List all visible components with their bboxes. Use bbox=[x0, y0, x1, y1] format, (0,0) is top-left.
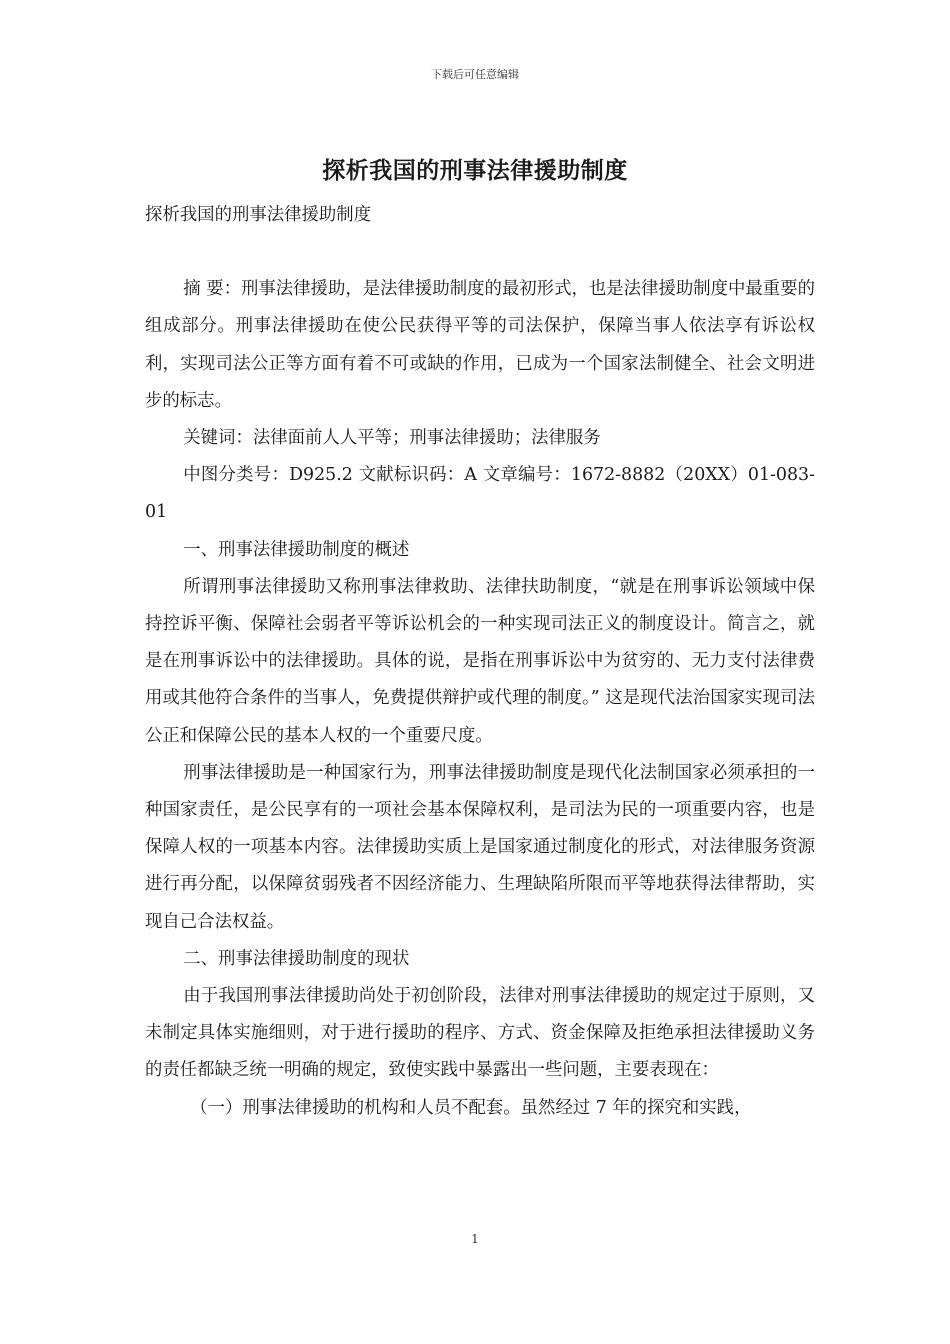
section-heading-2: 二、刑事法律援助制度的现状 bbox=[183, 948, 410, 969]
document-subtitle: 探析我国的刑事法律援助制度 bbox=[145, 205, 372, 225]
document-body bbox=[145, 197, 815, 1127]
body-paragraph: 所谓刑事法律援助又称刑事法律救助、法律扶助制度，“就是在刑事诉讼领域中保持控诉平衡、保障社会弱者平等诉讼机会的一种实现司法正义的制度设计。简言之，就是在刑事诉讼中的法律援助。具体的说，是指在刑事诉讼中为贫穷的、无力支付法律费用或其他符合条件的当事人，免费提供辩护或代理的制度。” 这是现代法治国家实现司法公正和保障公民的基本人权的一个重要尺度。 bbox=[145, 576, 815, 746]
document-title: 探析我国的刑事法律援助制度 bbox=[322, 157, 628, 184]
subsection-paragraph: （一）刑事法律援助的机构和人员不配套。虽然经过 7 年的探究和实践， bbox=[190, 1097, 752, 1118]
classification-paragraph: 中图分类号：D925.2 文献标识码：A 文章编号：1672-8882（20XX）01-083-01 bbox=[145, 465, 815, 523]
header-note: 下载后可任意编辑 bbox=[431, 68, 519, 81]
page-number: 1 bbox=[471, 1232, 479, 1246]
body-paragraph: 刑事法律援助是一种国家行为，刑事法律援助制度是现代化法制国家必须承担的一种国家责任，是公民享有的一项社会基本保障权利，是司法为民的一项重要内容，也是保障人权的一项基本内容。法律援助实质上是国家通过制度化的形式，对法律服务资源进行再分配，以保障贫弱残者不因经济能力、生理缺陷所限而平等地获得法律帮助，实现自己合法权益。 bbox=[145, 762, 815, 932]
abstract-paragraph: 摘 要：刑事法律援助，是法律援助制度的最初形式，也是法律援助制度中最重要的组成部分。刑事法律援助在使公民获得平等的司法保护，保障当事人依法享有诉讼权利，实现司法公正等方面有着不可或缺的作用，已成为一个国家法制健全、社会文明进步的标志。 bbox=[145, 279, 815, 411]
body-paragraph: 由于我国刑事法律援助尚处于初创阶段，法律对刑事法律援助的规定过于原则，又未制定具体实施细则，对于进行援助的程序、方式、资金保障及拒绝承担法律援助义务的责任都缺乏统一明确的规定，致使实践中暴露出一些问题，主要表现在： bbox=[145, 986, 815, 1081]
keywords-paragraph: 关键词：法律面前人人平等；刑事法律援助；法律服务 bbox=[183, 428, 601, 449]
section-heading-1: 一、刑事法律援助制度的概述 bbox=[183, 539, 410, 560]
